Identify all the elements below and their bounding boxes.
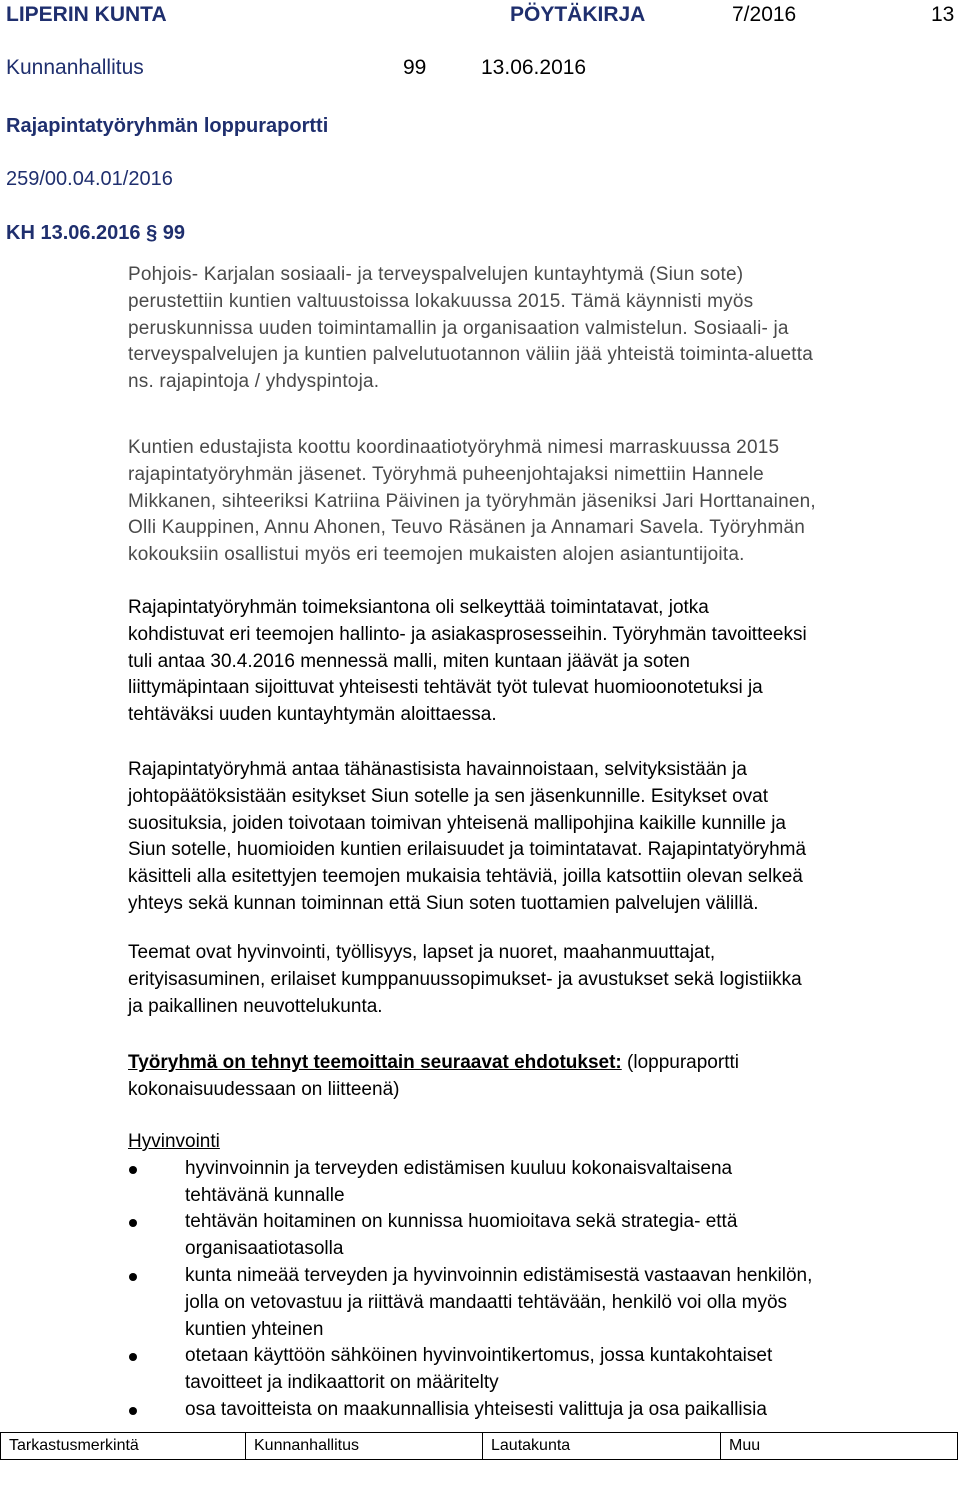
paragraph-themes [128,940,960,1020]
text-line: Kuntien edustajista koottu koordinaatiotyöryhmä nimesi marraskuussa 2015 [128,437,780,458]
text-line: organisaatiotasolla [185,1238,344,1260]
text-line: perustettiin kuntien valtuustoissa lokakuussa 2015. Tämä käynnisti myös [128,290,754,312]
text-line [128,1050,960,1077]
footer-cell-board: Kunnanhallitus [246,1433,483,1459]
text-line: osa tavoitteista on maakunnallisia yhteisesti valittuja ja osa paikallisia [185,1398,767,1420]
wellbeing-section [128,1129,960,1424]
text-line: käsitteli alla esitettyjen teemojen mukaisia tehtäviä, joilla katsottiin olevan selkeä [128,866,803,888]
bullet-icon [129,1407,137,1415]
bullet-icon [129,1219,137,1227]
section-number: 99 [403,56,427,79]
kh-label: KH 13.06.2016 § 99 [6,222,186,244]
paragraph-working-group [128,435,960,569]
text-line: tehtäväksi uuden kuntayhtymän aloittaessa. [128,704,497,726]
text-line: Rajapintatyöryhmän toimeksiantona oli selkeyttää toimintatavat, jotka [128,597,709,618]
page-number: 13 [931,3,955,26]
text-line: Teemat ovat hyvinvointi, työllisyys, lapset ja nuoret, maahanmuuttajat, [128,942,716,963]
text-line: kuntien yhteinen [185,1318,324,1340]
signature-table [0,1432,958,1460]
text-line: Pohjois- Karjalan sosiaali- ja terveyspalvelujen kuntayhtymä (Siun sote) [128,264,744,285]
text-line: Olli Kauppinen, Annu Ahonen, Teuvo Räsänen ja Annamari Savela. Työryhmän [128,517,806,539]
list-item [0,1209,960,1263]
text-line: suosituksia, joiden toivotaan toimivan yhteisenä mallipohjina kaikille kunnille ja [128,812,786,834]
footer-cell-inspection: Tarkastusmerkintä [1,1433,246,1459]
text-line: ja paikallinen neuvottelukunta. [128,995,383,1017]
text-line: Siun sotelle, huomioiden kuntien erilaisuudet ja toimintatavat. Rajapintatyöryhmä [128,839,807,861]
wellbeing-heading: Hyvinvointi [128,1131,220,1152]
municipality-name: LIPERIN KUNTA [6,3,167,26]
bullet-icon [129,1273,137,1281]
text-line: Mikkanen, sihteeriksi Katriina Päivinen ja työryhmän jäseniksi Jari Horttanainen, [128,490,816,512]
text-line: liittymäpintaan sijoittuvat yhteisesti tehtävät työt tulevat huomioonotetuksi ja [128,677,763,699]
text-line: yhteys sekä kunnan toiminnan että Siun soten tuottamien palvelujen välillä. [128,892,759,914]
text-line: kunta nimeää terveyden ja hyvinvoinnin edistämisestä vastaavan henkilön, [185,1264,813,1286]
document-type: PÖYTÄKIRJA [510,3,646,26]
text-line: jolla on vetovastuu ja riittävä mandaatti tehtävään, henkilö voi olla myös [185,1291,788,1313]
text-line: tavoitteet ja indikaattorit on määritelty [185,1372,499,1394]
text-line: kohdistuvat eri teemojen hallinto- ja asiakasprosesseihin. Työryhmän tavoitteeksi [128,623,807,645]
text-line: tehtävänä kunnalle [185,1184,345,1206]
list-item [0,1343,960,1397]
text-line: otetaan käyttöön sähköinen hyvinvointikertomus, jossa kuntakohtaiset [185,1345,773,1367]
proposals-note: (loppuraportti [621,1052,739,1073]
text-line: tuli antaa 30.4.2016 mennessä malli, miten kuntaan jäävät ja soten [128,650,690,672]
text-line: peruskunnissa uuden toimintamallin ja organisaation valmistelun. Sosiaali- ja [128,317,789,339]
proposals-heading: Työryhmä on tehnyt teemoittain seuraavat ehdotukset: [128,1052,622,1073]
item-title: Rajapintatyöryhmän loppuraportti [6,115,329,137]
item-reference: 259/00.04.01/2016 [6,168,173,190]
footer-cell-other: Muu [729,1437,761,1454]
text-line: ns. rajapintoja / yhdyspintoja. [128,371,380,393]
text-line: johtopäätöksistään esitykset Siun sotelle ja sen jäsenkunnille. Esitykset ovat [128,785,769,807]
text-line: erityisasuminen, erilaiset kumppanuussopimukset- ja avustukset sekä logistiikka [128,968,802,990]
paragraph-background [128,262,960,396]
list-item [0,1156,960,1210]
text-line: kokouksiin osallistui myös eri teemojen mukaisten alojen asiantuntijoita. [128,544,745,566]
footer-cell-committee: Lautakunta [483,1433,721,1459]
text-line: kokonaisuudessaan on liitteenä) [128,1078,400,1100]
board-name: Kunnanhallitus [6,56,144,79]
paragraph-proposals-heading [128,1050,960,1104]
text-line: Rajapintatyöryhmä antaa tähänastisista havainnoistaan, selvityksistään ja [128,759,747,780]
text-line: tehtävän hoitaminen on kunnissa huomioitava sekä strategia- että [185,1211,738,1233]
meeting-date: 13.06.2016 [481,56,587,79]
bullet-icon [129,1166,137,1174]
text-line: hyvinvoinnin ja terveyden edistämisen kuuluu kokonaisvaltaisena [185,1157,733,1179]
document-number: 7/2016 [732,3,797,26]
text-line: terveyspalvelujen ja kuntien palvelutuotannon väliin jää yhteistä toiminta-aluetta [128,344,813,366]
list-item [0,1397,960,1424]
paragraph-proposals [128,757,960,918]
paragraph-assignment [128,595,960,729]
bullet-icon [129,1353,137,1361]
wellbeing-list [0,1156,960,1424]
text-line: rajapintatyöryhmän jäsenet. Työryhmä puheenjohtajaksi nimettiin Hannele [128,463,764,485]
list-item [0,1263,960,1343]
